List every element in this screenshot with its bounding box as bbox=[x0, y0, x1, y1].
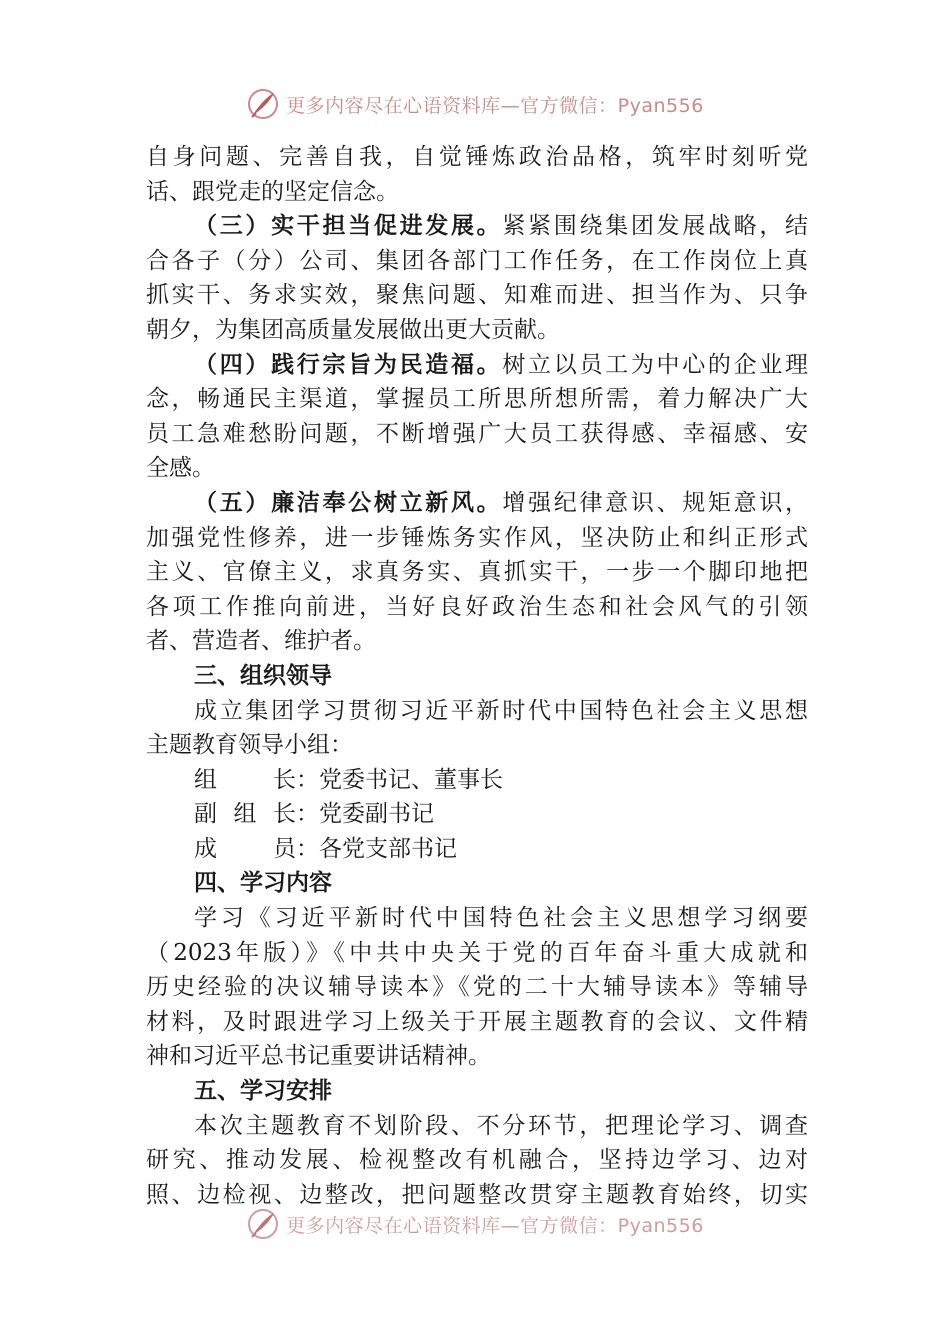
section-heading-study-arrangement: 五、学习安排 bbox=[194, 1078, 332, 1105]
text-line: 加强党性修养，进一步锤炼务实作风，坚决防止和纠正形式 bbox=[146, 524, 808, 551]
watermark-footer bbox=[0, 1204, 950, 1244]
paragraph-three-first-line bbox=[146, 209, 808, 244]
paragraph-lead: （四）践行宗旨为民造福。 bbox=[194, 350, 503, 378]
text-line: 材料，及时跟进学习上级关于开展主题教育的会议、文件精 bbox=[146, 1008, 808, 1035]
text-line: （2023年版）》《中共中央关于党的百年奋斗重大成就和 bbox=[146, 939, 808, 966]
role-row-members bbox=[146, 832, 808, 867]
role-value: ：各党支部书记 bbox=[296, 835, 457, 862]
paragraph-lead: （三）实干担当促进发展。 bbox=[194, 212, 503, 240]
text-line: 学习《习近平新时代中国特色社会主义思想学习纲要 bbox=[194, 905, 808, 932]
text-line: 照、边检视、边整改，把问题整改贯穿主题教育始终，切实 bbox=[146, 1181, 808, 1208]
text-line: 历史经验的决议辅导读本》《党的二十大辅导读本》等辅导 bbox=[146, 974, 808, 1001]
paragraph-four-first-line bbox=[146, 348, 808, 383]
text-line: 朝夕，为集团高质量发展做出更大贡献。 bbox=[146, 316, 560, 343]
role-label: 成员 bbox=[194, 835, 296, 862]
text-span: 增强纪律意识、规矩意识， bbox=[502, 489, 809, 516]
text-line: 成立集团学习贯彻习近平新时代中国特色社会主义思想 bbox=[194, 697, 808, 724]
text-line: 各项工作推向前进，当好良好政治生态和社会风气的引领 bbox=[146, 593, 808, 620]
text-line: 全感。 bbox=[146, 455, 215, 482]
text-line: 研究、推动发展、检视整改有机融合，坚持边学习、边对 bbox=[146, 1147, 808, 1174]
section-heading-study-content: 四、学习内容 bbox=[194, 870, 332, 897]
role-value: ：党委副书记 bbox=[296, 801, 434, 828]
text-line: 神和习近平总书记重要讲话精神。 bbox=[146, 1043, 491, 1070]
role-value: ：党委书记、董事长 bbox=[296, 766, 503, 793]
role-row-deputy bbox=[146, 797, 808, 832]
watermark-text: 更多内容尽在心语资料库—官方微信：Pyan556 bbox=[286, 94, 704, 117]
text-span: 紧紧围绕集团发展战略，结 bbox=[502, 213, 809, 240]
role-label: 副组长 bbox=[194, 801, 296, 828]
role-label: 组长 bbox=[194, 766, 296, 793]
feather-pen-logo-icon bbox=[246, 87, 280, 121]
text-line: 者、营造者、维护者。 bbox=[146, 628, 376, 655]
text-line: 念，畅通民主渠道，掌握员工所思所想所需，着力解决广大 bbox=[146, 386, 808, 413]
text-line: 抓实干、务求实效，聚焦问题、知难而进、担当作为、只争 bbox=[146, 282, 808, 309]
text-line: 员工急难愁盼问题，不断增强广大员工获得感、幸福感、安 bbox=[146, 420, 808, 447]
text-line: 自身问题、完善自我，自觉锤炼政治品格，筑牢时刻听党 bbox=[146, 144, 808, 170]
text-line: 合各子（分）公司、集团各部门工作任务，在工作岗位上真 bbox=[146, 247, 808, 274]
document-body bbox=[146, 140, 808, 1212]
text-line: 主义、官僚主义，求真务实、真抓实干，一步一个脚印地把 bbox=[146, 559, 808, 586]
paragraph-five-first-line bbox=[146, 486, 808, 521]
watermark-header bbox=[0, 84, 950, 124]
section-heading-organization: 三、组织领导 bbox=[194, 662, 332, 689]
text-line: 主题教育领导小组： bbox=[146, 732, 353, 759]
paragraph-lead: （五）廉洁奉公树立新风。 bbox=[194, 488, 503, 516]
watermark-text: 更多内容尽在心语资料库—官方微信：Pyan556 bbox=[286, 1214, 704, 1237]
text-line: 本次主题教育不划阶段、不分环节，把理论学习、调查 bbox=[194, 1112, 808, 1139]
text-line: 话、跟党走的坚定信念。 bbox=[146, 178, 399, 205]
role-row-leader bbox=[146, 763, 808, 798]
text-span: 树立以员工为中心的企业理 bbox=[502, 351, 809, 378]
feather-pen-logo-icon bbox=[246, 1207, 280, 1241]
